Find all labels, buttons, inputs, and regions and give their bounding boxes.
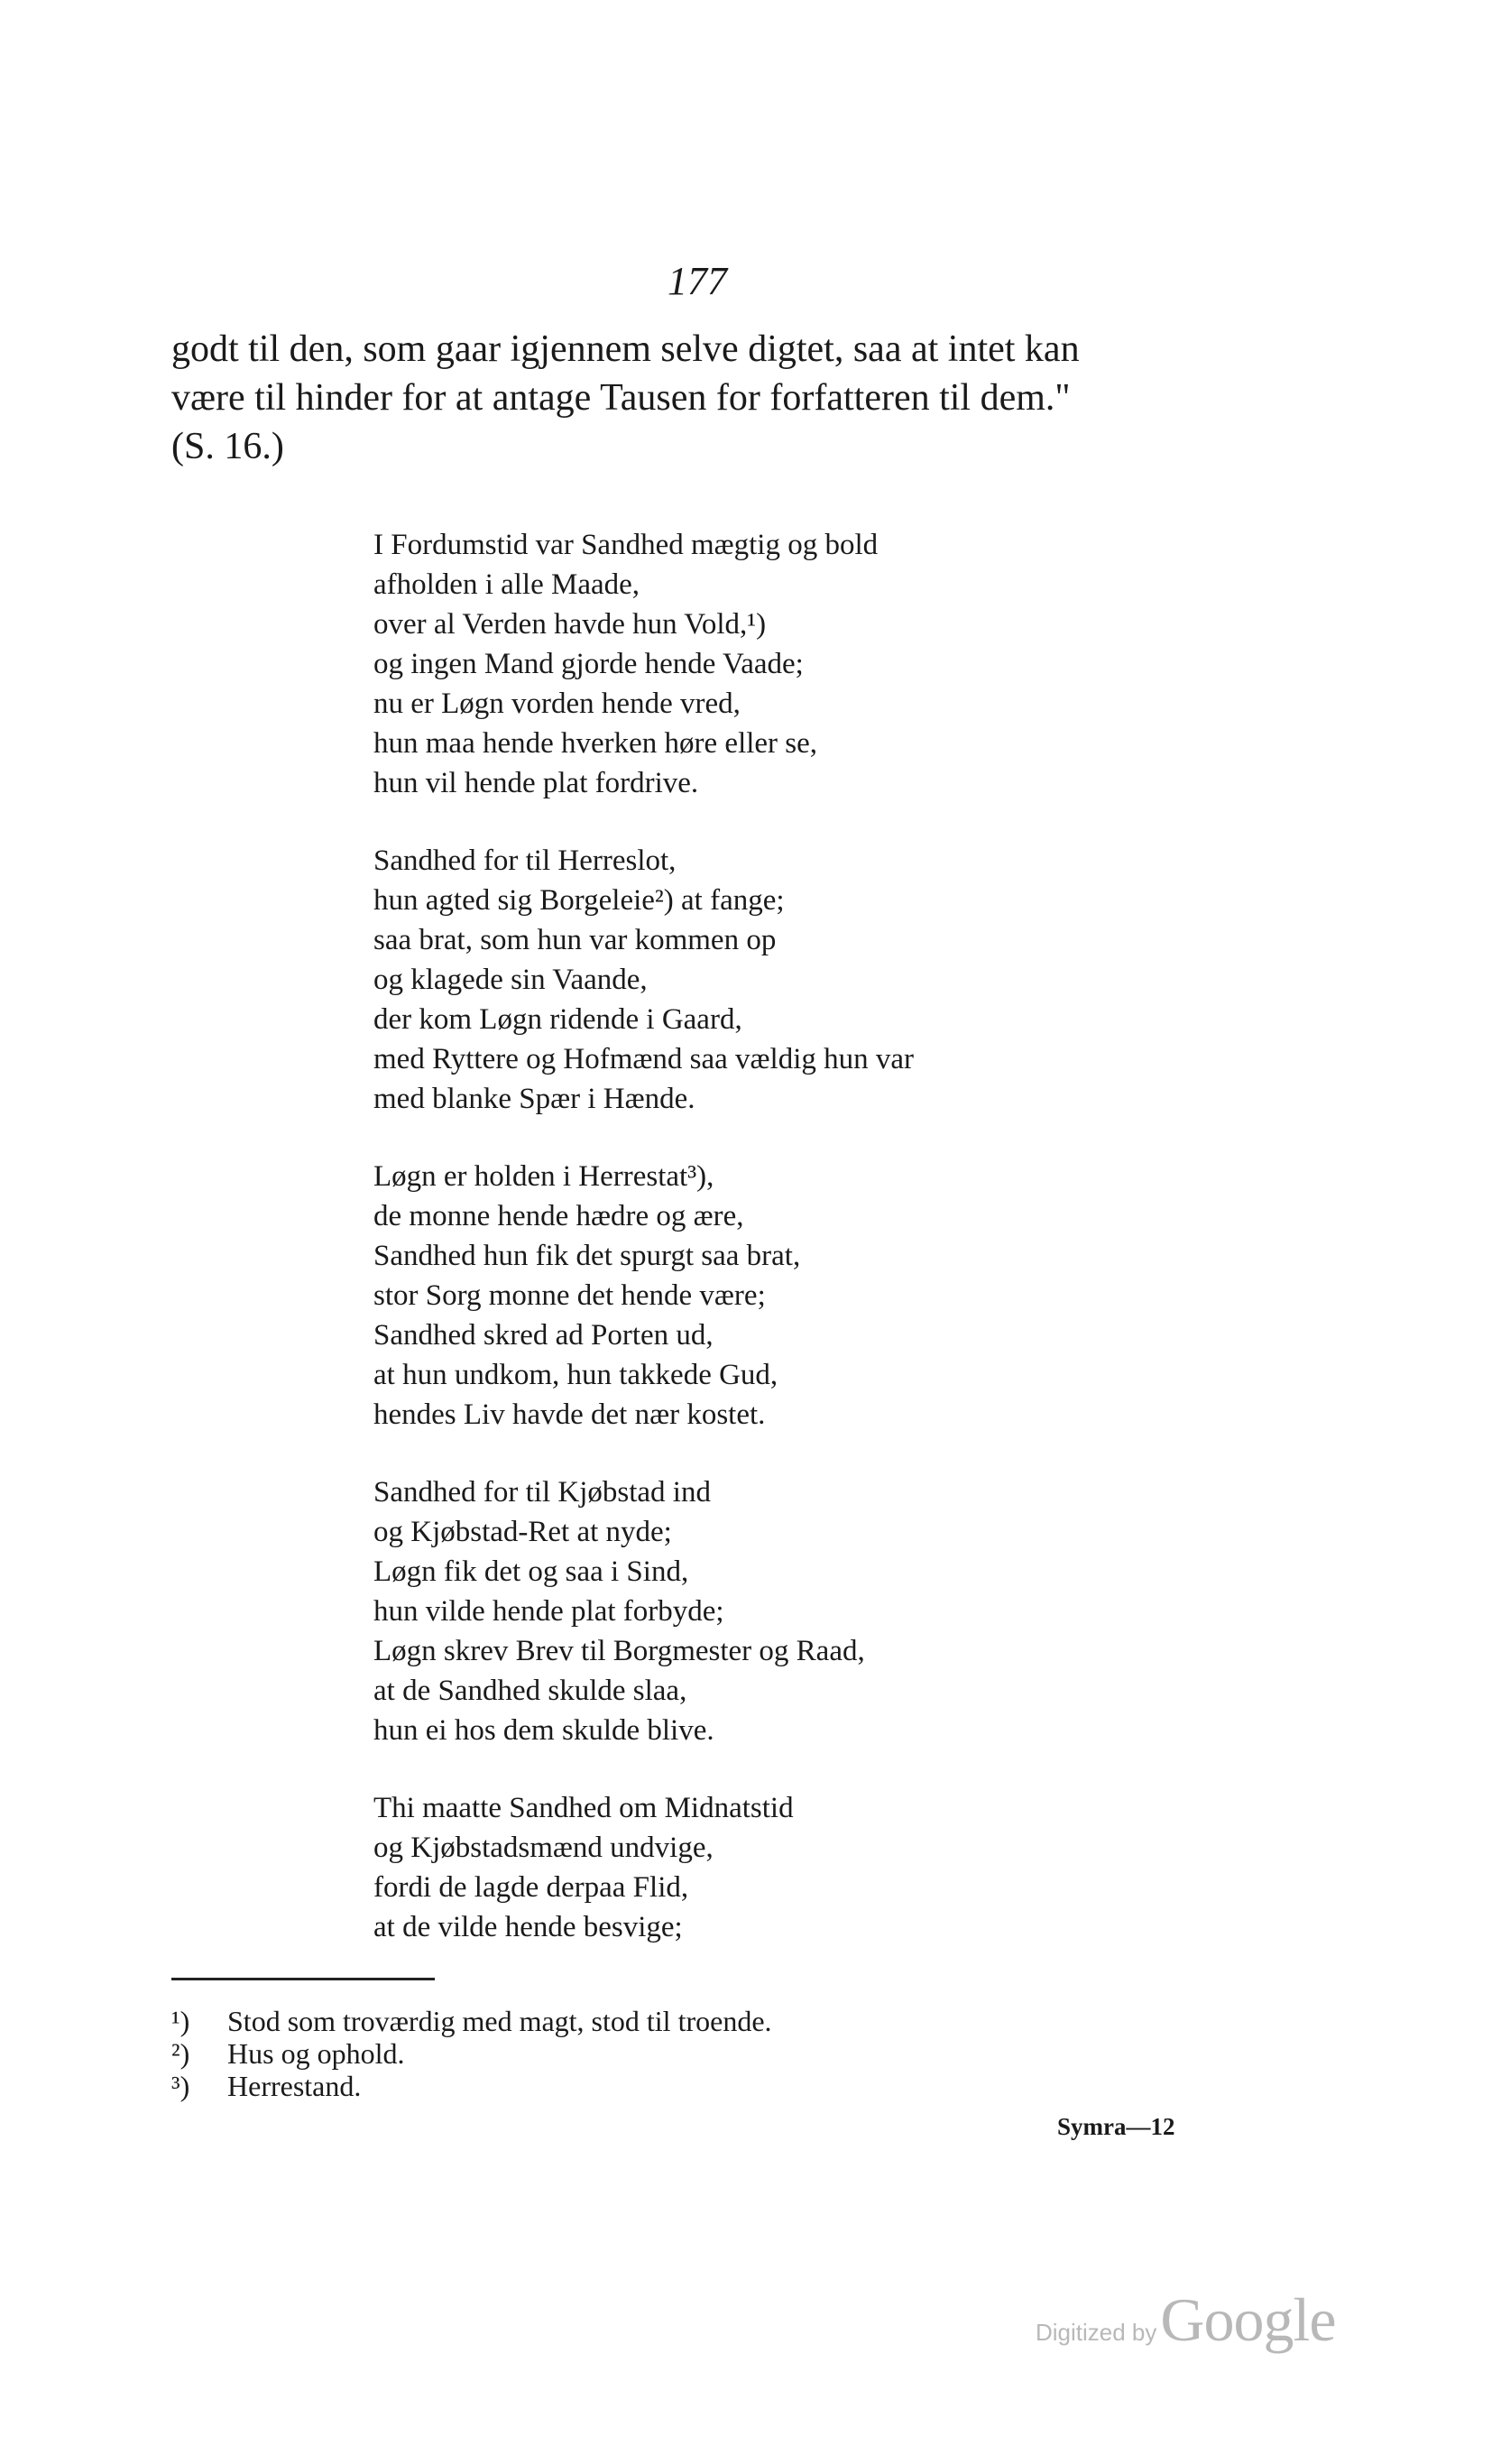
poem-line: hun maa hende hverken høre eller se, [373, 727, 818, 760]
poem-line: hendes Liv havde det nær kostet. [373, 1398, 766, 1431]
poem-line: og Kjøbstad-Ret at nyde; [373, 1516, 672, 1548]
poem-line: med blanke Spær i Hænde. [373, 1083, 695, 1115]
watermark-prefix: Digitized by [1036, 2319, 1157, 2346]
poem-line: Løgn er holden i Herrestat³), [373, 1160, 714, 1193]
footnote-rule [171, 1978, 435, 1980]
intro-paragraph [171, 325, 1344, 471]
footnote-text: Stod som troværdig med magt, stod til troende. [227, 2005, 772, 2037]
stanza-2 [373, 841, 914, 1119]
digitized-watermark [1036, 2284, 1336, 2356]
poem-line: at de Sandhed skulde slaa, [373, 1675, 687, 1707]
stanza-5 [373, 1788, 914, 1947]
poem-line: hun agted sig Borgeleie²) at fange; [373, 884, 785, 917]
intro-line: godt til den, som gaar igjennem selve digtet, saa at intet kan [171, 328, 1080, 370]
footnote-3 [171, 2070, 772, 2102]
poem-line: Sandhed hun fik det spurgt saa brat, [373, 1240, 801, 1272]
poem-line: over al Verden havde hun Vold,¹) [373, 608, 767, 641]
poem-line: Thi maatte Sandhed om Midnatstid [373, 1792, 794, 1824]
footnote-marker: ³) [171, 2070, 190, 2102]
poem-line: Løgn skrev Brev til Borgmester og Raad, [373, 1635, 865, 1667]
stanza-3 [373, 1157, 914, 1435]
footnote-1 [171, 2005, 772, 2037]
poem-line: fordi de lagde derpaa Flid, [373, 1871, 689, 1904]
poem-line: stor Sorg monne det hende være; [373, 1279, 766, 1312]
poem-line: og ingen Mand gjorde hende Vaade; [373, 648, 804, 680]
watermark-brand: Google [1160, 2285, 1336, 2354]
footnote-2 [171, 2037, 772, 2070]
page-number: 177 [668, 259, 727, 303]
footnote-marker: ¹) [171, 2005, 190, 2037]
poem-line: og Kjøbstadsmænd undvige, [373, 1832, 714, 1864]
poem-line: der kom Løgn ridende i Gaard, [373, 1003, 742, 1036]
poem-line: Sandhed for til Herreslot, [373, 844, 677, 877]
footnote-marker: ²) [171, 2037, 190, 2070]
poem-line: I Fordumstid var Sandhed mægtig og bold [373, 529, 879, 561]
stanza-1 [373, 525, 914, 803]
poem-line: Løgn fik det og saa i Sind, [373, 1555, 689, 1588]
poem-line: saa brat, som hun var kommen op [373, 924, 777, 956]
poem-line: afholden i alle Maade, [373, 568, 640, 601]
poem-line: hun ei hos dem skulde blive. [373, 1714, 714, 1747]
stanza-4 [373, 1472, 914, 1750]
poem-line: Sandhed for til Kjøbstad ind [373, 1476, 711, 1509]
intro-line: (S. 16.) [171, 426, 284, 467]
poem-line: at hun undkom, hun takkede Gud, [373, 1359, 778, 1391]
signature-mark: Symra—12 [1057, 2113, 1175, 2140]
poem-line: hun vil hende plat fordrive. [373, 767, 699, 799]
poem-line: og klagede sin Vaande, [373, 964, 648, 996]
footnotes [171, 2005, 772, 2102]
intro-line: være til hinder for at antage Tausen for forfatteren til dem." [171, 377, 1071, 419]
poem-line: Sandhed skred ad Porten ud, [373, 1319, 714, 1352]
poem-line: med Ryttere og Hofmænd saa vældig hun var [373, 1043, 914, 1075]
poem [373, 525, 914, 1985]
poem-line: hun vilde hende plat forbyde; [373, 1595, 724, 1628]
footnote-text: Herrestand. [227, 2070, 362, 2102]
poem-line: at de vilde hende besvige; [373, 1911, 683, 1943]
poem-line: nu er Løgn vorden hende vred, [373, 688, 741, 720]
poem-line: de monne hende hædre og ære, [373, 1200, 744, 1232]
footnote-text: Hus og ophold. [227, 2037, 405, 2070]
